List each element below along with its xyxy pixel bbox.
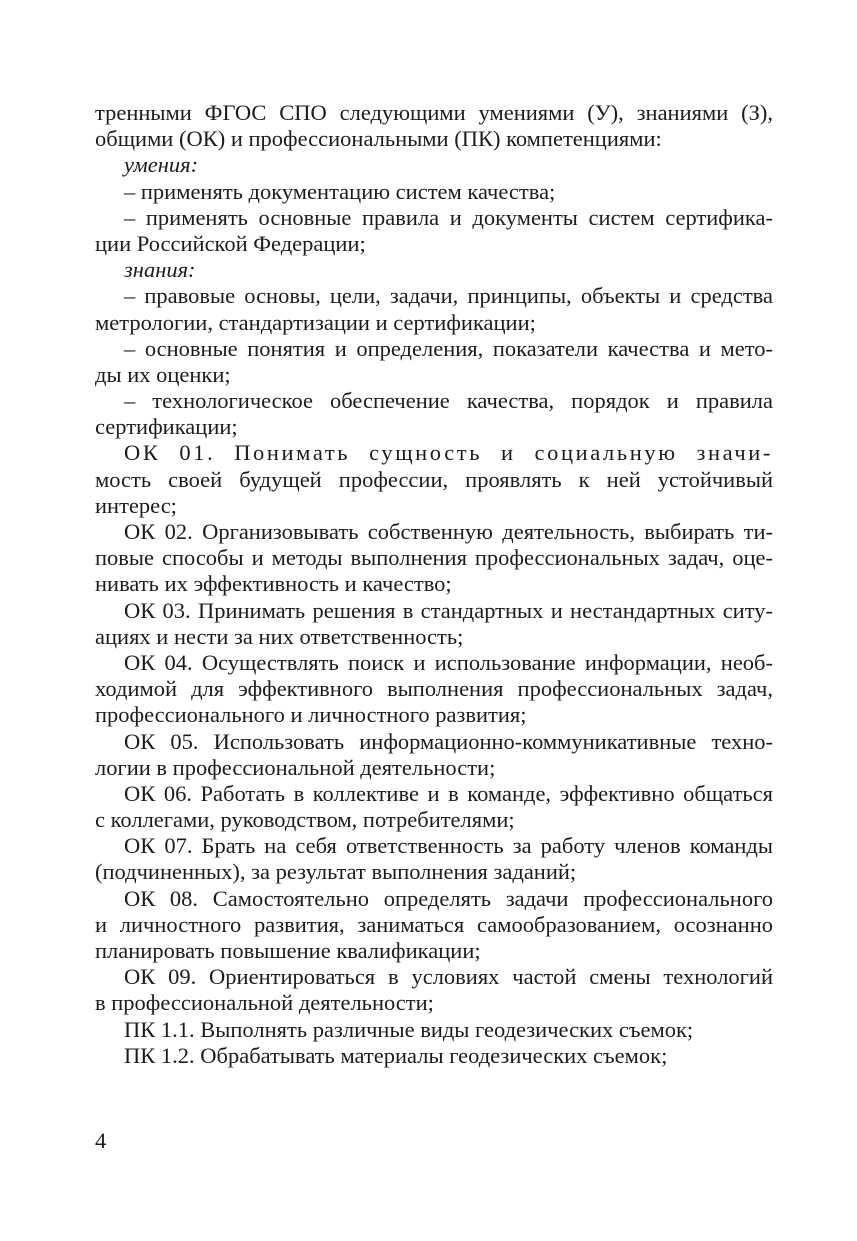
list-item: – основные понятия и определения, показатели качества и мето- xyxy=(124,335,773,361)
text-line: планировать повышение квалификации; xyxy=(95,938,481,963)
competency-item: ОК 08. Самостоятельно определять задачи профессионального xyxy=(124,885,773,911)
text-line: ции Российской Федерации; xyxy=(95,230,366,256)
text-line: метрологии, стандартизации и сертификации; xyxy=(95,309,536,335)
text-line: сертификации; xyxy=(95,414,238,440)
text-line: профессионального и личностного развития; xyxy=(95,702,527,728)
competency-item: ПК 1.2. Обрабатывать материалы геодезических съемок; xyxy=(124,1042,668,1068)
text-line: в профессиональной деятельности; xyxy=(95,990,434,1016)
text-line: тренными ФГОС СПО следующими умениями (У), знаниями (З), xyxy=(95,100,773,125)
page-number: 4 xyxy=(95,1128,107,1153)
text-line: ходимой для эффективного выполнения профессиональных задач, xyxy=(95,676,773,702)
competency-item: ПК 1.1. Выполнять различные виды геодезических съемок; xyxy=(124,1016,694,1042)
list-item: – технологическое обеспечение качества, порядок и правила xyxy=(124,388,773,414)
competency-item: ОК 02. Организовывать собственную деятельность, выбирать ти- xyxy=(124,519,773,544)
list-item: – применять основные правила и документы систем сертифика- xyxy=(124,204,773,230)
text-line: (подчиненных), за результат выполнения заданий; xyxy=(95,859,577,885)
section-label-skills: умения: xyxy=(124,152,199,178)
list-item: – применять документацию систем качества; xyxy=(124,178,556,204)
competency-item: ОК 04. Осуществлять поиск и использование информации, необ- xyxy=(124,649,773,675)
page-body xyxy=(95,100,773,1069)
text-line: ды их оценки; xyxy=(95,361,231,387)
text-line: нивать их эффективность и качество; xyxy=(95,571,452,597)
list-item: – правовые основы, цели, задачи, принципы, объекты и средства xyxy=(124,283,773,309)
competency-item: ОК 05. Использовать информационно-коммуникативные техно- xyxy=(124,728,773,754)
text-line: логии в профессиональной деятельности; xyxy=(95,754,496,780)
text-line: ациях и нести за них ответственность; xyxy=(95,623,464,649)
text-line: общими (ОК) и профессиональными (ПК) компетенциями: xyxy=(95,126,662,152)
text-line: интерес; xyxy=(95,492,177,518)
competency-item: ОК 03. Принимать решения в стандартных и нестандартных ситу- xyxy=(124,597,773,623)
section-label-knowledge: знания: xyxy=(124,257,196,283)
text-line: и личностного развития, заниматься самообразованием, осознанно xyxy=(95,911,773,937)
competency-item: ОК 07. Брать на себя ответственность за работу членов команды xyxy=(124,833,773,859)
competency-item: ОК 09. Ориентироваться в условиях частой смены технологий xyxy=(124,964,773,990)
competency-item: ОК 06. Работать в коллективе и в команде, эффективно общаться xyxy=(124,780,773,806)
text-line: мость своей будущей профессии, проявлять к ней устойчивый xyxy=(95,466,773,492)
text-line: повые способы и методы выполнения профессиональных задач, оце- xyxy=(95,545,773,571)
text-line: с коллегами, руководством, потребителями; xyxy=(95,807,515,833)
competency-item: ОК 01. Понимать сущность и социальную значи- xyxy=(124,440,773,466)
